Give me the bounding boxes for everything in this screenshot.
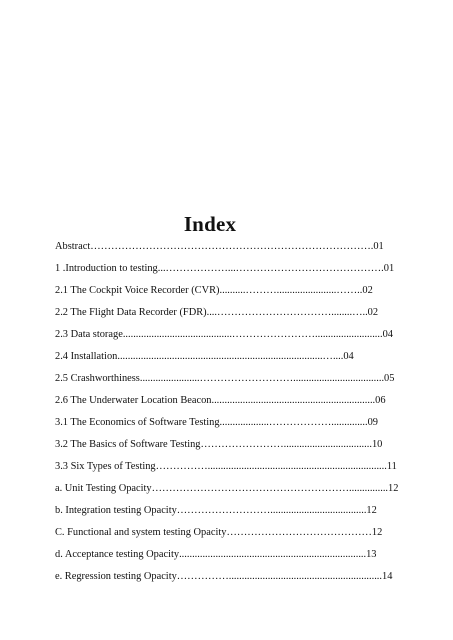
toc-label: 2.2 The Flight Data Recorder (FDR) [55, 307, 207, 318]
toc-entry-regression-testing [55, 570, 400, 584]
toc-label: d. Acceptance testing Opacity [55, 549, 180, 560]
toc-entry-abstract [55, 240, 398, 254]
toc-entry-functional-testing [55, 526, 395, 540]
toc-entry-introduction [55, 262, 398, 276]
toc-leader: ……………........................................................... [176, 571, 382, 582]
toc-page-number: 12 [388, 483, 399, 494]
toc-leader: ........................................................................ [179, 549, 367, 560]
toc-page-number: 09 [367, 417, 378, 428]
toc-leader: ............................................................... [211, 395, 376, 406]
toc-leader: …………………………………………………............... [151, 483, 389, 494]
toc-label: 2.6 The Underwater Location Beacon [55, 395, 212, 406]
toc-leader: ……………..................................................................... [155, 461, 387, 472]
toc-entry-2-1 [55, 284, 403, 298]
toc-entry-acceptance-testing [55, 548, 400, 562]
toc-label: Abstract [55, 241, 91, 252]
toc-entry-2-5 [55, 372, 403, 386]
toc-leader: ...………………...……………………………………. [157, 263, 384, 274]
toc-leader: ..........……….......................…….. [219, 285, 363, 296]
toc-entry-3-1 [55, 416, 403, 430]
toc-leader: ………………………..................................... [176, 505, 367, 516]
toc-label: C. Functional and system testing Opacity [55, 527, 227, 538]
toc-label: a. Unit Testing Opacity [55, 483, 152, 494]
toc-entry-unit-testing [55, 482, 403, 496]
toc-leader: …………………….................................. [200, 439, 372, 450]
toc-entry-2-4 [55, 350, 403, 364]
toc-page-number: 11 [386, 461, 397, 472]
toc-label: 2.1 The Cockpit Voice Recorder (CVR) [55, 285, 220, 296]
toc-label: e. Regression testing Opacity [55, 571, 177, 582]
toc-label: 3.1 The Economics of Software Testing [55, 417, 220, 428]
toc-leader: …………………………………… [226, 527, 372, 538]
toc-entry-2-3 [55, 328, 403, 342]
toc-page-number: 04 [343, 351, 354, 362]
toc-label: b. Integration testing Opacity [55, 505, 177, 516]
toc-leader: ...............................................................................….... [117, 351, 344, 362]
toc-leader: ………………………………………………………………………. [90, 241, 374, 252]
toc-leader: ...................……………….............. [219, 417, 368, 428]
toc-entry-3-3 [55, 460, 403, 474]
toc-entry-2-6 [55, 394, 403, 408]
index-title: Index [183, 212, 237, 236]
toc-page-number: 14 [382, 571, 393, 582]
toc-label: 1 .Introduction to testing [55, 263, 158, 274]
toc-entry-3-2 [55, 438, 403, 452]
toc-page-number: 02 [362, 285, 373, 296]
toc-page-number: 01 [383, 263, 395, 274]
toc-entry-integration-testing [55, 504, 403, 518]
toc-leader: ....……………………………........….. [206, 307, 368, 318]
toc-entry-2-2 [55, 306, 398, 320]
toc-page-number: 12 [371, 527, 383, 538]
toc-label: 2.3 Data storage [55, 329, 123, 340]
toc-page-number: 01 [373, 241, 384, 252]
toc-page-number: 12 [366, 505, 377, 516]
toc-page-number: 05 [384, 373, 395, 384]
toc-page-number: 10 [371, 439, 383, 450]
toc-leader: ..........................................…………………….......................... [122, 329, 383, 340]
toc-label: 2.5 Crashworthiness [55, 373, 140, 384]
toc-page-number: 13 [366, 549, 377, 560]
toc-label: 2.4 Installation [55, 351, 118, 362]
toc-label: 3.3 Six Types of Testing [55, 461, 156, 472]
toc-leader: .......................………………………................................... [139, 373, 385, 384]
toc-page-number: 04 [382, 329, 393, 340]
toc-page-number: 02 [367, 307, 379, 318]
toc-page-number: 06 [375, 395, 386, 406]
toc-label: 3.2 The Basics of Software Testing [55, 439, 201, 450]
